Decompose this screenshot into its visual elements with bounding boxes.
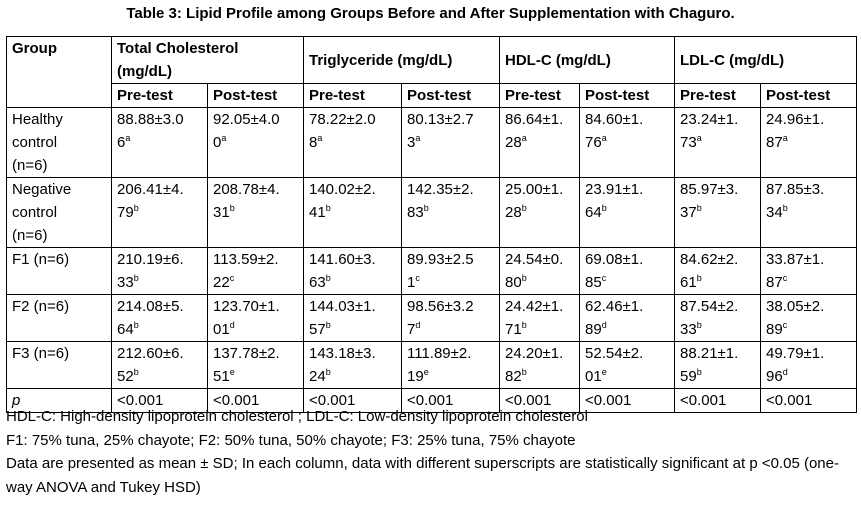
value-cell bbox=[580, 178, 675, 248]
value-cell bbox=[675, 248, 761, 295]
value-line2: 71 bbox=[505, 321, 522, 338]
value-cell bbox=[761, 178, 857, 248]
hdl-header: HDL-C (mg/dL) bbox=[500, 37, 675, 84]
value-line2: 8 bbox=[309, 134, 318, 151]
value-line2: 73 bbox=[680, 134, 697, 151]
group-label-line: F2 (n=6) bbox=[12, 298, 70, 315]
post-test-header: Post-test bbox=[208, 84, 304, 108]
value-line2: 41 bbox=[309, 204, 326, 221]
value-cell bbox=[208, 342, 304, 389]
value-cell bbox=[580, 248, 675, 295]
value-cell bbox=[500, 178, 580, 248]
value-line1: 210.19±6. bbox=[117, 251, 184, 268]
group-cell bbox=[7, 295, 112, 342]
value-cell bbox=[304, 248, 402, 295]
significance-superscript: b bbox=[229, 203, 235, 213]
value-line1: 143.18±3. bbox=[309, 345, 376, 362]
p-value-cell: <0.001 bbox=[761, 389, 857, 413]
group-label-line: control bbox=[12, 134, 58, 151]
value-cell bbox=[112, 295, 208, 342]
post-test-header: Post-test bbox=[761, 84, 857, 108]
value-line2: 33 bbox=[117, 274, 134, 291]
total-cholesterol-header bbox=[112, 37, 304, 84]
value-cell bbox=[208, 108, 304, 178]
table-row bbox=[7, 108, 857, 178]
tc-header-line1: Total Cholesterol bbox=[117, 40, 239, 57]
significance-superscript: c bbox=[782, 320, 788, 330]
significance-superscript: b bbox=[325, 203, 331, 213]
value-line1: 123.70±1. bbox=[213, 298, 280, 315]
value-cell bbox=[112, 342, 208, 389]
significance-superscript: e bbox=[229, 367, 235, 377]
significance-superscript: a bbox=[221, 133, 227, 143]
p-value-cell: <0.001 bbox=[675, 389, 761, 413]
value-line2: 01 bbox=[213, 321, 230, 338]
value-line2: 61 bbox=[680, 274, 697, 291]
table-body bbox=[7, 108, 857, 413]
value-line1: 92.05±4.0 bbox=[213, 111, 280, 128]
value-line2: 96 bbox=[766, 368, 783, 385]
significance-superscript: c bbox=[229, 273, 235, 283]
group-cell bbox=[7, 178, 112, 248]
value-line2: 59 bbox=[680, 368, 697, 385]
value-line1: 62.46±1. bbox=[585, 298, 644, 315]
value-line1: 212.60±6. bbox=[117, 345, 184, 362]
group-label-line: F3 (n=6) bbox=[12, 345, 70, 362]
significance-superscript: b bbox=[133, 320, 139, 330]
value-line1: 88.88±3.0 bbox=[117, 111, 184, 128]
pre-test-header: Pre-test bbox=[675, 84, 761, 108]
value-line2: 01 bbox=[585, 368, 602, 385]
significance-superscript: d bbox=[782, 367, 788, 377]
value-line1: 208.78±4. bbox=[213, 181, 280, 198]
value-line1: 24.54±0. bbox=[505, 251, 564, 268]
table-row bbox=[7, 342, 857, 389]
value-line1: 84.62±2. bbox=[680, 251, 739, 268]
group-label-line: Negative bbox=[12, 181, 72, 198]
significance-superscript: e bbox=[423, 367, 429, 377]
value-cell bbox=[580, 342, 675, 389]
value-line2: 7 bbox=[407, 321, 416, 338]
value-cell bbox=[500, 248, 580, 295]
value-line2: 76 bbox=[585, 134, 602, 151]
significance-superscript: b bbox=[133, 203, 139, 213]
significance-superscript: d bbox=[229, 320, 235, 330]
value-cell bbox=[761, 248, 857, 295]
p-value-cell: <0.001 bbox=[304, 389, 402, 413]
value-line1: 23.24±1. bbox=[680, 111, 739, 128]
significance-superscript: a bbox=[521, 133, 527, 143]
value-cell bbox=[112, 108, 208, 178]
value-line2: 24 bbox=[309, 368, 326, 385]
significance-superscript: d bbox=[415, 320, 421, 330]
value-cell bbox=[304, 178, 402, 248]
value-line2: 0 bbox=[213, 134, 222, 151]
significance-superscript: b bbox=[601, 203, 607, 213]
significance-superscript: b bbox=[521, 203, 527, 213]
table-footnotes bbox=[6, 405, 858, 499]
value-line1: 23.91±1. bbox=[585, 181, 644, 198]
significance-superscript: b bbox=[325, 320, 331, 330]
value-line2: 89 bbox=[585, 321, 602, 338]
significance-superscript: b bbox=[133, 273, 139, 283]
group-header: Group bbox=[7, 37, 112, 108]
value-line1: 69.08±1. bbox=[585, 251, 644, 268]
group-label-line: F1 (n=6) bbox=[12, 251, 70, 268]
significance-superscript: c bbox=[415, 273, 420, 283]
value-line2: 64 bbox=[585, 204, 602, 221]
value-line1: 52.54±2. bbox=[585, 345, 644, 362]
value-line1: 24.20±1. bbox=[505, 345, 564, 362]
p-value-cell: <0.001 bbox=[580, 389, 675, 413]
significance-superscript: a bbox=[601, 133, 607, 143]
significance-superscript: d bbox=[601, 320, 607, 330]
value-line1: 87.54±2. bbox=[680, 298, 739, 315]
significance-superscript: b bbox=[133, 367, 139, 377]
group-cell bbox=[7, 108, 112, 178]
value-line1: 80.13±2.7 bbox=[407, 111, 474, 128]
value-cell bbox=[580, 295, 675, 342]
significance-superscript: b bbox=[782, 203, 788, 213]
value-line2: 64 bbox=[117, 321, 134, 338]
footnote-statistics: Data are presented as mean ± SD; In each column, data with different superscripts are statistically significant at p <0.05 (one-way ANOVA and Tukey HSD) bbox=[6, 455, 839, 496]
value-line1: 24.96±1. bbox=[766, 111, 825, 128]
significance-superscript: a bbox=[696, 133, 702, 143]
group-label-line: (n=6) bbox=[12, 227, 48, 244]
post-test-header: Post-test bbox=[402, 84, 500, 108]
value-line2: 57 bbox=[309, 321, 326, 338]
value-line2: 80 bbox=[505, 274, 522, 291]
value-line2: 31 bbox=[213, 204, 230, 221]
value-cell bbox=[402, 342, 500, 389]
value-line2: 3 bbox=[407, 134, 416, 151]
value-line1: 38.05±2. bbox=[766, 298, 825, 315]
value-line1: 137.78±2. bbox=[213, 345, 280, 362]
value-line1: 214.08±5. bbox=[117, 298, 184, 315]
group-label-line: Healthy bbox=[12, 111, 63, 128]
value-cell bbox=[675, 295, 761, 342]
lipid-profile-table bbox=[6, 36, 857, 413]
value-line1: 142.35±2. bbox=[407, 181, 474, 198]
value-line1: 86.64±1. bbox=[505, 111, 564, 128]
value-line1: 141.60±3. bbox=[309, 251, 376, 268]
value-line1: 84.60±1. bbox=[585, 111, 644, 128]
significance-superscript: b bbox=[325, 367, 331, 377]
value-line1: 206.41±4. bbox=[117, 181, 184, 198]
value-cell bbox=[580, 108, 675, 178]
value-line2: 83 bbox=[407, 204, 424, 221]
value-line2: 1 bbox=[407, 274, 416, 291]
p-value-cell: <0.001 bbox=[208, 389, 304, 413]
value-cell bbox=[675, 342, 761, 389]
value-line2: 79 bbox=[117, 204, 134, 221]
value-line2: 6 bbox=[117, 134, 126, 151]
significance-superscript: a bbox=[317, 133, 323, 143]
value-cell bbox=[402, 108, 500, 178]
value-cell bbox=[112, 178, 208, 248]
value-line1: 78.22±2.0 bbox=[309, 111, 376, 128]
value-line2: 63 bbox=[309, 274, 326, 291]
group-label-line: control bbox=[12, 204, 58, 221]
value-line1: 89.93±2.5 bbox=[407, 251, 474, 268]
table-title: Table 3: Lipid Profile among Groups Before and After Supplementation with Chaguro. bbox=[126, 5, 735, 22]
significance-superscript: e bbox=[601, 367, 607, 377]
value-line1: 140.02±2. bbox=[309, 181, 376, 198]
value-line2: 51 bbox=[213, 368, 230, 385]
value-cell bbox=[304, 108, 402, 178]
value-line1: 144.03±1. bbox=[309, 298, 376, 315]
significance-superscript: a bbox=[782, 133, 788, 143]
table-row bbox=[7, 178, 857, 248]
value-line1: 49.79±1. bbox=[766, 345, 825, 362]
triglyceride-header: Triglyceride (mg/dL) bbox=[304, 37, 500, 84]
value-cell bbox=[208, 295, 304, 342]
significance-superscript: c bbox=[782, 273, 788, 283]
pre-test-header: Pre-test bbox=[500, 84, 580, 108]
pre-test-header: Pre-test bbox=[112, 84, 208, 108]
value-line2: 19 bbox=[407, 368, 424, 385]
value-cell bbox=[208, 248, 304, 295]
significance-superscript: b bbox=[521, 273, 527, 283]
value-line2: 87 bbox=[766, 274, 783, 291]
value-line1: 111.89±2. bbox=[407, 345, 472, 362]
significance-superscript: b bbox=[521, 367, 527, 377]
value-line1: 24.42±1. bbox=[505, 298, 564, 315]
value-line2: 22 bbox=[213, 274, 230, 291]
footnote-abbreviations: HDL-C: High-density lipoprotein cholesterol ; LDL-C: Low-density lipoprotein cholesterol bbox=[6, 408, 588, 425]
significance-superscript: b bbox=[325, 273, 331, 283]
value-cell bbox=[500, 108, 580, 178]
value-cell bbox=[500, 295, 580, 342]
value-line1: 25.00±1. bbox=[505, 181, 564, 198]
significance-superscript: a bbox=[415, 133, 421, 143]
value-line2: 34 bbox=[766, 204, 783, 221]
p-value-cell: <0.001 bbox=[402, 389, 500, 413]
value-line2: 37 bbox=[680, 204, 697, 221]
header-row-measures bbox=[7, 37, 857, 84]
value-cell bbox=[675, 178, 761, 248]
significance-superscript: b bbox=[423, 203, 429, 213]
significance-superscript: a bbox=[125, 133, 131, 143]
significance-superscript: b bbox=[696, 203, 702, 213]
significance-superscript: b bbox=[696, 273, 702, 283]
value-cell bbox=[402, 248, 500, 295]
p-value-cell: <0.001 bbox=[112, 389, 208, 413]
value-cell bbox=[761, 108, 857, 178]
group-label-line: (n=6) bbox=[12, 157, 48, 174]
value-line2: 82 bbox=[505, 368, 522, 385]
value-line2: 85 bbox=[585, 274, 602, 291]
post-test-header: Post-test bbox=[580, 84, 675, 108]
value-cell bbox=[761, 342, 857, 389]
value-line1: 33.87±1. bbox=[766, 251, 825, 268]
value-line1: 113.59±2. bbox=[213, 251, 279, 268]
value-line1: 88.21±1. bbox=[680, 345, 739, 362]
table-row bbox=[7, 295, 857, 342]
value-cell bbox=[675, 108, 761, 178]
significance-superscript: b bbox=[696, 320, 702, 330]
value-line2: 52 bbox=[117, 368, 134, 385]
value-line1: 87.85±3. bbox=[766, 181, 825, 198]
value-line2: 33 bbox=[680, 321, 697, 338]
table-row bbox=[7, 248, 857, 295]
value-line2: 87 bbox=[766, 134, 783, 151]
group-cell bbox=[7, 248, 112, 295]
footnote-formulas: F1: 75% tuna, 25% chayote; F2: 50% tuna, 50% chayote; F3: 25% tuna, 75% chayote bbox=[6, 431, 576, 449]
significance-superscript: b bbox=[521, 320, 527, 330]
value-line2: 28 bbox=[505, 204, 522, 221]
ldl-header: LDL-C (mg/dL) bbox=[675, 37, 857, 84]
value-cell bbox=[304, 342, 402, 389]
p-value-cell: <0.001 bbox=[500, 389, 580, 413]
header-row-tests bbox=[7, 84, 857, 108]
value-cell bbox=[761, 295, 857, 342]
significance-superscript: c bbox=[601, 273, 607, 283]
value-line1: 85.97±3. bbox=[680, 181, 739, 198]
pre-test-header: Pre-test bbox=[304, 84, 402, 108]
value-cell bbox=[402, 295, 500, 342]
group-cell bbox=[7, 342, 112, 389]
tc-header-line2: (mg/dL) bbox=[117, 63, 172, 80]
value-line1: 98.56±3.2 bbox=[407, 298, 474, 315]
value-cell bbox=[402, 178, 500, 248]
value-cell bbox=[208, 178, 304, 248]
value-cell bbox=[500, 342, 580, 389]
value-line2: 89 bbox=[766, 321, 783, 338]
value-cell bbox=[304, 295, 402, 342]
p-value-label: p bbox=[7, 389, 112, 413]
value-cell bbox=[112, 248, 208, 295]
value-line2: 28 bbox=[505, 134, 522, 151]
significance-superscript: b bbox=[696, 367, 702, 377]
